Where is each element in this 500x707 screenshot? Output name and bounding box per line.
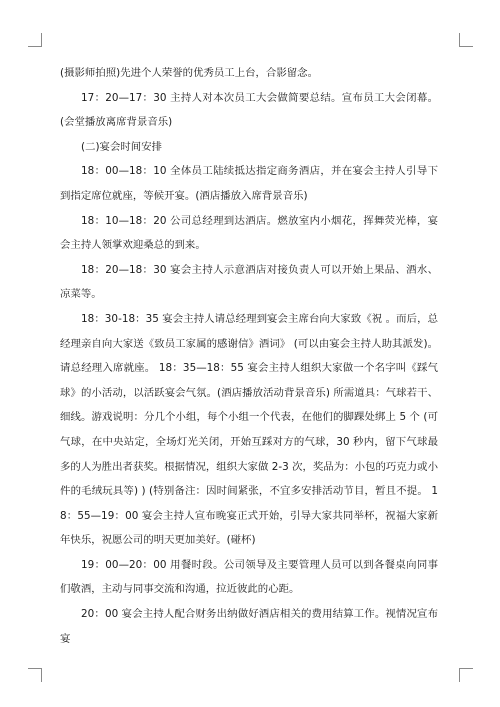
paragraph-gm-arrival: 18：10—18：20 公司总经理到达酒店。燃放室内小烟花，挥舞荧光棒，宴会主持人领掌欢迎桑总的到来。 [60,214,438,252]
paragraph-settlement: 20：00 宴会主持人配合财务出纳做好酒店相关的费用结算工作。视情况宣布宴 [60,608,438,645]
crop-mark-top-left [28,33,42,47]
crop-mark-bottom-left [28,668,42,682]
crop-mark-top-right [459,33,473,47]
section-heading-banquet-schedule: (二)宴会时间安排 [81,140,163,153]
paragraph-photo-awards: (摄影师拍照)先进个人荣誉的优秀员工上台，合影留念。 [60,67,318,79]
crop-mark-bottom-right [459,668,473,682]
paragraph-toast-and-game: 18：30-18：35 宴会主持人请总经理到宴会主席台向大家致《祝 。而后，总经理亲自向大家送《致员工家属的感谢信》酒词》 (可以由宴会主持人助其派发)。请总经理入席就座。 18：35—18：55 宴会主持人组织大家做一个名字叫《踩气球》的小活动，以活跃宴会气氛。(酒店播放活动背景音乐) 所需道具：气球若干、细线。游戏说明：分几个小组，每个小组一个代表，在他们的脚踝处绑上 5 个 (可气球，在中央站定，全场灯光关闭，开始互踩对方的气球，30 秒内，留下气球最多的人为胜出者获奖。根据情况，组织大家做 2-3 次，奖品为：小包的巧克力或小件的毛绒玩具等) ) (特别备注：因时间紧张，不宜多安排活动节目，暂且不提。 18：55—19：00 宴会主持人宣布晚宴正式开始，引导大家共同举杯，祝福大家新年快乐，祝愿公司的明天更加美好。(碰杯) [60,312,438,547]
paragraph-arrival-seating: 18：00—18：10 全体员工陆续抵达指定商务酒店，并在宴会主持人引导下到指定席位就座，等候开宴。(酒店播放入席背景音乐) [60,165,438,202]
paragraph-dinner-period: 19：00—20：00 用餐时段。公司领导及主要管理人员可以到各餐桌向同事们敬酒，主动与同事交流和沟通，拉近彼此的心距。 [60,558,438,596]
paragraph-serve-dishes: 18：20—18：30 宴会主持人示意酒店对接负责人可以开始上果品、酒水、凉菜等。 [60,263,438,301]
document-body [60,61,438,651]
paragraph-meeting-closing: 17：20—17：30 主持人对本次员工大会做简要总结。宣布员工大会闭幕。(会堂播放离席背景音乐) [60,91,438,129]
